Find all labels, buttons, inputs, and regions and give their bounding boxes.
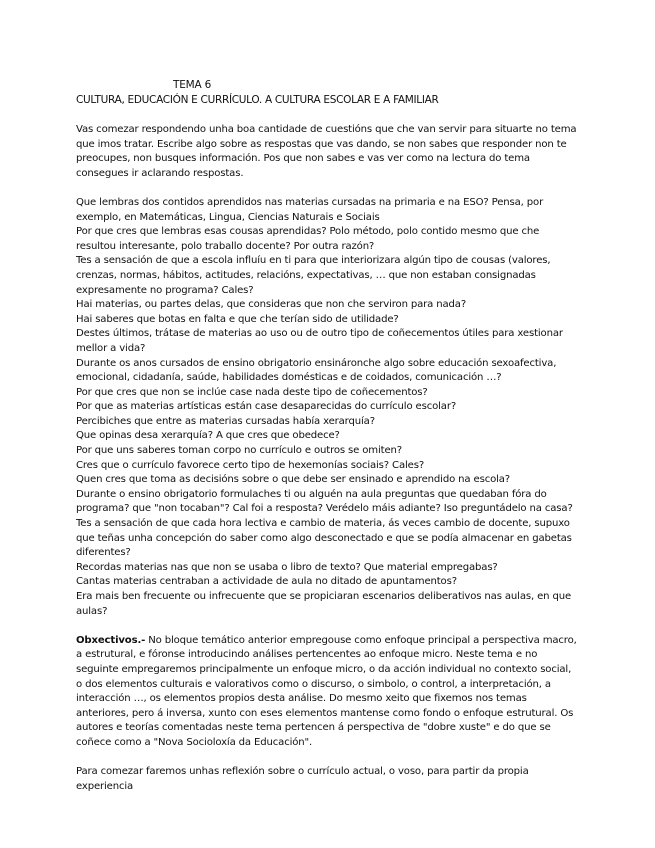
objectives-text: No bloque temático anterior empregouse como enfoque principal a perspectiva macro, a estrutural, e fóronse introducindo análises pertencentes ao enfoque micro. Neste tema e no seguinte empregaremos principalmente un enfoque micro, o da acción individual no contexto social, o dos elementos culturais e valorativos como o discurso, o simbolo, o control, a interpretación, a interacción …, os elementos propios desta análise. Do mesmo xeito que fixemos nos temas anteriores, pero á inversa, xunto con eses elementos mantense como fondo o enfoque estrutural. Os autores e teorías comentadas neste tema pertencen á perspectiva de "dobre xuste" e do que se coñece como a "Nova Socioloxía da Educación". [76, 634, 577, 748]
question-item: Tes a sensación de que a escola influíu en ti para que interiorizara algún tipo de cousas (valores, crenzas, normas, hábitos, actitudes, relacións, expectativas, … que non estaban consignadas expresamente no programa? Cales? [76, 255, 551, 296]
questions-list [76, 196, 578, 619]
question-item: Durante o ensino obrigatorio formulaches ti ou alguén na aula preguntas que quedaban fóra do programa? que "non tocaban"? Cal foi a resposta? Verédelo máis adiante? Iso preguntádelo na casa? [76, 488, 573, 515]
question-item: Por que cres que non se inclúe case nada deste tipo de coñecementos? [76, 386, 428, 398]
question-item: Destes últimos, trátase de materias ao uso ou de outro tipo de coñecementos útiles para xestionar mellor a vida? [76, 328, 563, 354]
intro-paragraph: Vas comezar respondendo unha boa cantidade de cuestións que che van servir para situarte no tema que imos tratar. Escribe algo sobre as respostas que vas dando, se non sabes que responder non te preocupes, non busques información. Pos que non sabes e vas ver como na lectura do tema consegues ir aclarando respostas. [76, 124, 577, 179]
question-item: Tes a sensación de que cada hora lectiva e cambio de materia, ás veces cambio de docente, supuxo que teñas unha concepción do saber como algo desconectado e que se podía almacenar en gabetas diferentes? [76, 518, 572, 559]
objectives-paragraph [76, 634, 578, 751]
question-item: Que opinas desa xerarquía? A que cres que obedece? [76, 430, 340, 442]
question-item: Cantas materias centraban a actividade de aula no ditado de apuntamentos? [76, 576, 457, 588]
heading-title: CULTURA, EDUCACIÓN E CURRÍCULO. A CULTURA ESCOLAR E A FAMILIAR [76, 94, 439, 106]
question-item: Percibiches que entre as materias cursadas había xerarquía? [76, 415, 375, 427]
objectives-label: Obxectivos.- [76, 634, 146, 646]
question-item: Por que cres que lembras esas cousas aprendidas? Polo método, polo contido mesmo que che resultou interesante, polo traballo docente? Por outra razón? [76, 226, 540, 252]
closing-paragraph: Para comezar faremos unhas reflexión sobre o currículo actual, o voso, para partir da propia experiencia [76, 766, 529, 792]
question-item: Que lembras dos contidos aprendidos nas materias cursadas na primaria e na ESO? Pensa, por exemplo, en Matemáticas, Lingua, Ciencias Naturais e Sociais [76, 196, 544, 223]
document-body [76, 123, 578, 809]
question-item: Por que uns saberes toman corpo no currículo e outros se omiten? [76, 445, 402, 457]
question-item: Cres que o currículo favorece certo tipo de hexemonías sociais? Cales? [76, 459, 425, 471]
question-item: Hai materias, ou partes delas, que consideras que non che serviron para nada? [76, 299, 467, 311]
question-item: Recordas materias nas que non se usaba o libro de texto? Que material empregabas? [76, 561, 498, 573]
heading-number: TEMA 6 [173, 79, 212, 91]
question-item: Durante os anos cursados de ensino obrigatorio ensináronche algo sobre educación sexoafectiva, emocional, cidadanía, saúde, habilidades domésticas e de coidados, comunicación …? [76, 357, 557, 384]
question-item: Por que as materias artísticas están case desaparecidas do currículo escolar? [76, 401, 457, 413]
question-item: Era mais ben frecuente ou infrecuente que se propiciaran escenarios deliberativos nas aulas, en que aulas? [76, 591, 572, 617]
question-item: Quen cres que toma as decisións sobre o que debe ser ensinado e aprendido na escola? [76, 474, 511, 486]
question-item: Hai saberes que botas en falta e que che terían sido de utilidade? [76, 313, 399, 325]
